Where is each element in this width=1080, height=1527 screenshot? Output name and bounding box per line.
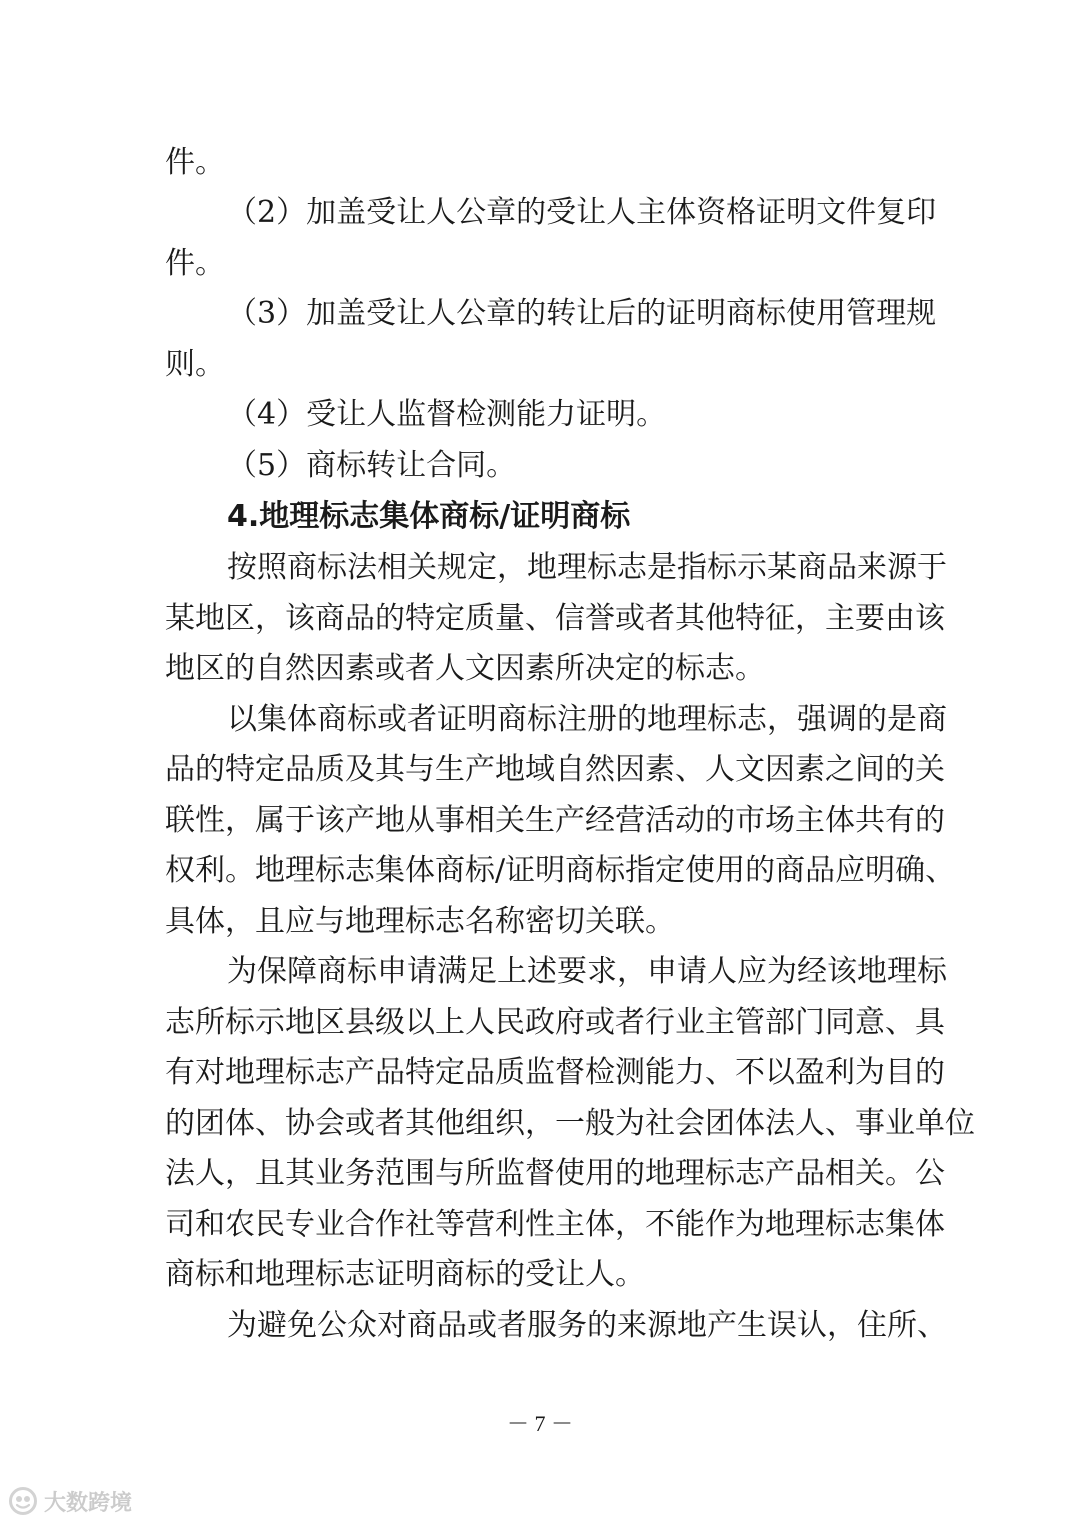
text-line: 权利。地理标志集体商标/证明商标指定使用的商品应明确、 — [165, 853, 956, 888]
text-line: 法人，且其业务范围与所监督使用的地理标志产品相关。公 — [165, 1156, 945, 1191]
text-line: 某地区，该商品的特定质量、信誉或者其他特征，主要由该 — [165, 601, 945, 636]
text-line: 有对地理标志产品特定品质监督检测能力、不以盈利为目的 — [165, 1055, 945, 1090]
text-line: （3）加盖受让人公章的转让后的证明商标使用管理规 — [227, 296, 937, 331]
text-line: （5）商标转让合同。 — [227, 448, 517, 483]
section-heading: 4.地理标志集体商标/证明商标 — [227, 499, 631, 534]
text-line: 具体，且应与地理标志名称密切关联。 — [165, 904, 675, 939]
text-line: 联性，属于该产地从事相关生产经营活动的市场主体共有的 — [165, 803, 945, 838]
text-line: 地区的自然因素或者人文因素所决定的标志。 — [165, 651, 765, 686]
text-line: （4）受让人监督检测能力证明。 — [227, 397, 667, 432]
text-line: 件。 — [165, 246, 225, 281]
text-line: 件。 — [165, 145, 225, 180]
text-line: 按照商标法相关规定，地理标志是指标示某商品来源于 — [227, 550, 947, 585]
page-number-text: － 7 － — [506, 1411, 573, 1436]
watermark — [8, 1484, 132, 1518]
page-number — [0, 1408, 1080, 1440]
text-line: 为保障商标申请满足上述要求，申请人应为经该地理标 — [227, 954, 947, 989]
text-line: 志所标示地区县级以上人民政府或者行业主管部门同意、具 — [165, 1005, 945, 1040]
text-line: 商标和地理标志证明商标的受让人。 — [165, 1257, 645, 1292]
watermark-text: 大数跨境 — [44, 1490, 133, 1516]
text-line: （2）加盖受让人公章的受让人主体资格证明文件复印 — [227, 195, 937, 230]
text-line: 的团体、协会或者其他组织，一般为社会团体法人、事业单位 — [165, 1106, 975, 1141]
logo-mark-icon — [8, 1486, 38, 1516]
text-line: 以集体商标或者证明商标注册的地理标志，强调的是商 — [227, 702, 947, 737]
text-line: 品的特定品质及其与生产地域自然因素、人文因素之间的关 — [165, 752, 945, 787]
text-line: 为避免公众对商品或者服务的来源地产生误认，住所、 — [227, 1308, 947, 1343]
text-line: 则。 — [165, 347, 225, 382]
text-line: 司和农民专业合作社等营利性主体，不能作为地理标志集体 — [165, 1207, 945, 1242]
